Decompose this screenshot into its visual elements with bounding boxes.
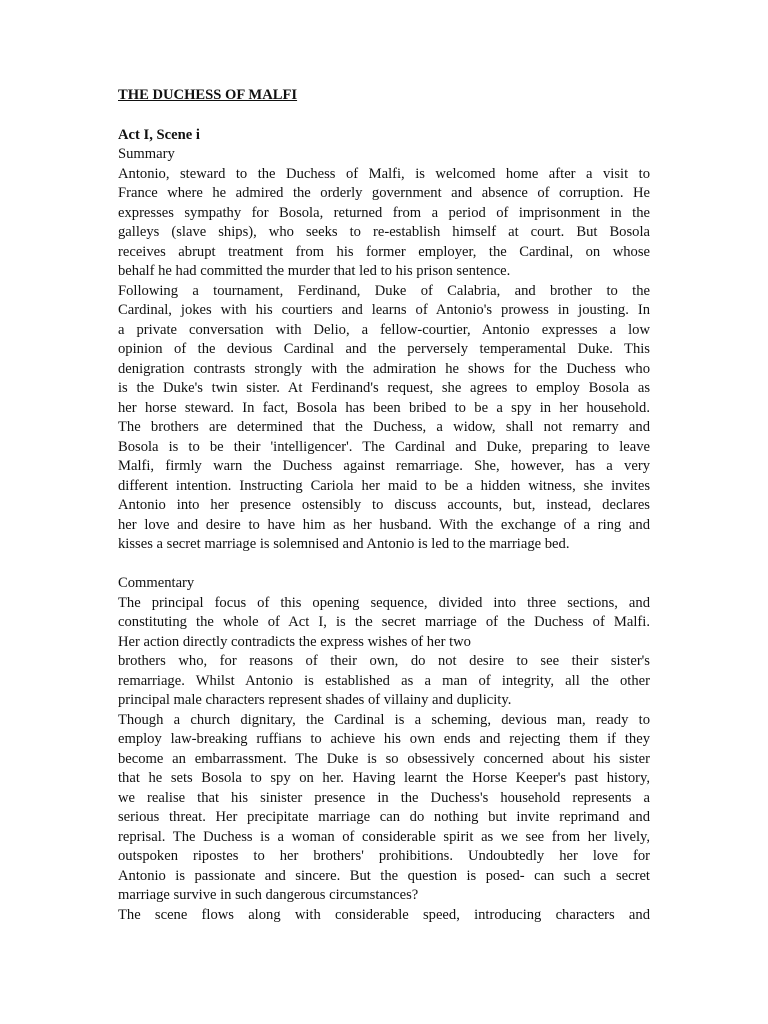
text-line: Following a tournament, Ferdinand, Duke of Calabria, and brother to the — [118, 282, 650, 299]
text-line: remarriage. Whilst Antonio is established as a man of integrity, all the other — [118, 672, 650, 689]
text-line: opinion of the devious Cardinal and the perversely temperamental Duke. This — [118, 341, 650, 357]
document-title: THE DUCHESS OF MALFI — [118, 87, 298, 103]
text-line: The principal focus of this opening sequence, divided into three sections, and — [118, 594, 650, 611]
text-line: marriage survive in such dangerous circumstances? — [118, 887, 419, 903]
text-line: Malfi, firmly warn the Duchess against remarriage. She, however, has a very — [118, 458, 650, 474]
text-line: behalf he had committed the murder that led to his prison sentence. — [118, 263, 511, 279]
text-line: serious threat. Her precipitate marriage can do nothing but invite reprimand and — [118, 809, 650, 825]
text-line: her horse steward. In fact, Bosola has been bribed to be a spy in her household. — [118, 399, 650, 416]
text-line: expresses sympathy for Bosola, returned from a period of imprisonment in the — [118, 204, 650, 221]
text-line: The scene flows along with considerable speed, introducing characters and — [118, 906, 650, 923]
text-line: receives abrupt treatment from his former employer, the Cardinal, on whose — [118, 243, 650, 260]
text-line: principal male characters represent shades of villainy and duplicity. — [118, 692, 512, 708]
commentary-label: Commentary — [118, 575, 195, 591]
text-line: become an embarrassment. The Duke is so obsessively concerned about his sister — [118, 750, 650, 767]
text-line: Though a church dignitary, the Cardinal is a scheming, devious man, ready to — [118, 711, 650, 728]
text-line: Bosola is to be their 'intelligencer'. The Cardinal and Duke, preparing to leave — [118, 438, 650, 455]
text-line: kisses a secret marriage is solemnised and Antonio is led to the marriage bed. — [118, 536, 570, 552]
text-line: that he sets Bosola to spy on her. Having learnt the Horse Keeper's past history, — [118, 770, 650, 786]
text-line: her love and desire to have him as her husband. With the exchange of a ring and — [118, 516, 650, 533]
text-line: France where he admired the orderly government and absence of corruption. He — [118, 185, 650, 201]
text-line: we realise that his sinister presence in the Duchess's household represents a — [118, 789, 650, 806]
text-line: Antonio is passionate and sincere. But the question is posed- can such a secret — [118, 867, 650, 884]
summary-paragraphs — [118, 165, 650, 555]
text-line: outspoken ripostes to her brothers' prohibitions. Undoubtedly her love for — [118, 848, 650, 864]
text-line: a private conversation with Delio, a fellow-courtier, Antonio expresses a low — [118, 321, 650, 338]
text-line: Cardinal, jokes with his courtiers and learns of Antonio's prowess in jousting. In — [118, 302, 650, 318]
text-line: Antonio, steward to the Duchess of Malfi, is welcomed home after a visit to — [118, 165, 650, 182]
commentary-paragraphs — [118, 594, 650, 926]
text-line: constituting the whole of Act I, is the secret marriage of the Duchess of Malfi. — [118, 614, 650, 630]
summary-label: Summary — [118, 146, 175, 162]
scene-heading: Act I, Scene i — [118, 126, 200, 143]
text-line: denigration contrasts strongly with the admiration he shows for the Duchess who — [118, 360, 650, 377]
text-line: reprisal. The Duchess is a woman of considerable spirit as we see from her lively, — [118, 828, 650, 845]
text-line: is the Duke's twin sister. At Ferdinand's request, she agrees to employ Bosola as — [118, 380, 650, 396]
text-line: galleys (slave ships), who seeks to re-establish himself at court. But Bosola — [118, 224, 650, 240]
section-gap — [118, 555, 650, 575]
text-line: brothers who, for reasons of their own, do not desire to see their sister's — [118, 653, 650, 669]
text-line: different intention. Instructing Cariola her maid to be a hidden witness, she invites — [118, 477, 650, 494]
text-line: employ law-breaking ruffians to achieve his own ends and rejecting them if they — [118, 731, 650, 747]
text-line: Antonio into her presence ostensibly to discuss accounts, but, instead, declares — [118, 497, 650, 513]
document-page — [118, 86, 650, 925]
text-line: The brothers are determined that the Duchess, a widow, shall not remarry and — [118, 419, 650, 435]
text-line: Her action directly contradicts the express wishes of her two — [118, 633, 471, 650]
